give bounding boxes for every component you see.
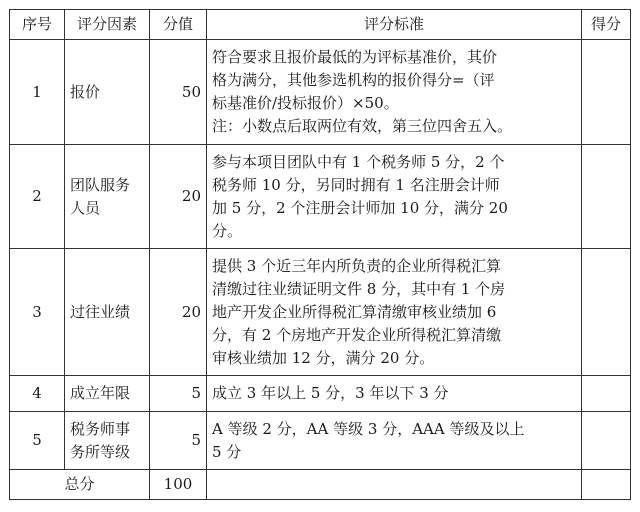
row-no: 1 — [10, 40, 65, 145]
header-score: 分值 — [150, 10, 207, 40]
scoring-table — [9, 9, 631, 500]
row-got-cell[interactable] — [582, 249, 631, 376]
header-row — [10, 10, 631, 40]
row-no: 4 — [10, 376, 65, 412]
row-factor: 报价 — [65, 40, 150, 145]
row-no: 5 — [10, 412, 65, 470]
header-no: 序号 — [10, 10, 65, 40]
row-got-cell[interactable] — [582, 145, 631, 249]
row-got-cell[interactable] — [582, 376, 631, 412]
row-factor: 团队服务人员 — [65, 145, 150, 249]
header-factor: 评分因素 — [65, 10, 150, 40]
row-factor: 过往业绩 — [65, 249, 150, 376]
row-standard: 参与本项目团队中有 1 个税务师 5 分，2 个 税务师 10 分，另同时拥有 1 名注册会计师 加 5 分，2 个注册会计师加 10 分，满分 20 分。 — [207, 145, 582, 249]
table-row — [10, 145, 631, 249]
row-no: 2 — [10, 145, 65, 249]
header-standard: 评分标准 — [207, 10, 582, 40]
row-score: 50 — [150, 40, 207, 145]
header-got: 得分 — [582, 10, 631, 40]
scoring-table-container — [9, 9, 631, 500]
row-score: 20 — [150, 145, 207, 249]
row-standard: 提供 3 个近三年内所负责的企业所得税汇算 清缴过往业绩证明文件 8 分，其中有 1 个房 地产开发企业所得税汇算清缴审核业绩加 6 分，有 2 个房地产开发企业所得税汇算清缴 审核业绩加 12 分，满分 20 分。 — [207, 249, 582, 376]
row-no: 3 — [10, 249, 65, 376]
table-row — [10, 412, 631, 470]
row-factor: 税务师事务所等级 — [65, 412, 150, 470]
total-standard-cell — [207, 470, 582, 500]
row-standard: 成立 3 年以上 5 分，3 年以下 3 分 — [207, 376, 582, 412]
table-row — [10, 376, 631, 412]
row-standard: A 等级 2 分，AA 等级 3 分，AAA 等级及以上 5 分 — [207, 412, 582, 470]
row-got-cell[interactable] — [582, 40, 631, 145]
table-row — [10, 40, 631, 145]
total-row — [10, 470, 631, 500]
total-got-cell[interactable] — [582, 470, 631, 500]
table-row — [10, 249, 631, 376]
row-got-cell[interactable] — [582, 412, 631, 470]
row-score: 20 — [150, 249, 207, 376]
row-score: 5 — [150, 412, 207, 470]
total-score: 100 — [150, 470, 207, 500]
total-label: 总分 — [10, 470, 150, 500]
row-standard: 符合要求且报价最低的为评标基准价，其价 格为满分，其他参选机构的报价得分=（评 标基准价/投标报价）×50。 注：小数点后取两位有效，第三位四舍五入。 — [207, 40, 582, 145]
row-factor: 成立年限 — [65, 376, 150, 412]
row-score: 5 — [150, 376, 207, 412]
